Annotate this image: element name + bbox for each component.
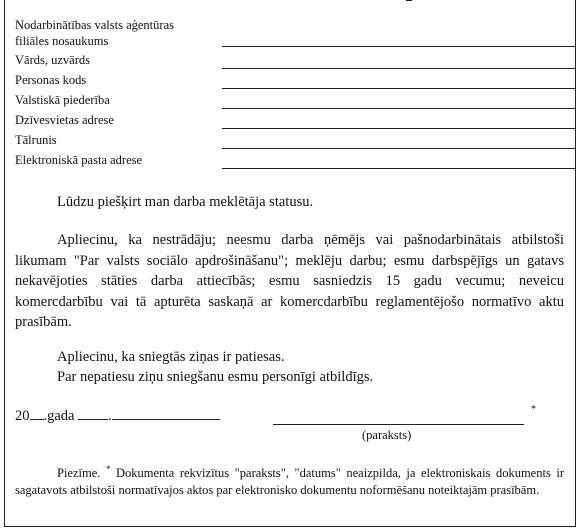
field-email-blank[interactable] (222, 168, 576, 169)
field-personal-code (15, 73, 570, 91)
date-field (15, 407, 220, 425)
affirmation-paragraph: Apliecinu, ka nestrādāju; neesmu darba ņēmējs vai pašnodarbinātais atbilstoši likumam "Par valsts sociālo apdrošināšanu"; meklēju darbu; esmu darbspējīgs un gatavs nekavējoties stāties darba attiecībās; esmu sasniedzis 15 gadu vecumu; neveicu komercdarbību vai tā apturēta saskaņā ar komercdarbību reglamentējošo normatīvo aktu prasībām. (15, 232, 564, 330)
request-statement: Lūdzu piešķirt man darba meklētāja statusu. (57, 194, 314, 210)
signature-blank[interactable] (273, 424, 524, 425)
field-citizenship-label: Valstiskā piederība (15, 93, 110, 107)
date-year-blank[interactable] (30, 407, 44, 420)
field-email-label: Elektroniskā pasta adrese (15, 153, 143, 167)
date-gada-label: .gada (43, 408, 75, 424)
field-phone (15, 133, 570, 151)
field-address-label: Dzīvesvietas adrese (15, 113, 114, 127)
footnote (15, 461, 564, 498)
field-branch-blank[interactable] (222, 46, 576, 47)
page-corner-mark (406, 0, 412, 1)
field-name-blank[interactable] (222, 68, 576, 69)
field-name-label: Vārds, uzvārds (15, 53, 90, 67)
date-year-prefix: 20 (15, 408, 30, 424)
date-separator: . (108, 408, 112, 424)
field-citizenship (15, 93, 570, 111)
field-name (15, 53, 570, 71)
footnote-label: Piezīme. (57, 466, 101, 481)
field-personal-code-blank[interactable] (222, 88, 576, 89)
field-address (15, 113, 570, 131)
field-email (15, 153, 570, 171)
field-branch-label-line1: Nodarbinātības valsts aģentūras (15, 18, 174, 32)
date-month-blank[interactable] (112, 407, 220, 420)
field-citizenship-blank[interactable] (222, 108, 576, 109)
field-address-blank[interactable] (222, 128, 576, 129)
field-branch-label-line2: filiāles nosaukums (15, 34, 109, 48)
field-phone-label: Tālrunis (15, 133, 57, 147)
field-branch-name (15, 18, 570, 50)
field-personal-code-label: Personas kods (15, 73, 87, 87)
footnote-mark: * (105, 464, 111, 474)
footnote-text: Dokumenta rekvizītus "paraksts", "datums" neaizpilda, ja elektroniskais dokuments ir sagatavots atbilstoši normatīvajos aktos par elektronisko dokumentu noformēšanu noteiktajām prasībām. (15, 466, 564, 497)
signature-footnote-mark: * (531, 404, 536, 415)
application-form (4, 0, 576, 527)
signature-caption: (paraksts) (362, 428, 412, 442)
date-day-blank[interactable] (78, 407, 108, 420)
truth-statement: Apliecinu, ka sniegtās ziņas ir patiesas. (57, 349, 285, 365)
field-phone-blank[interactable] (222, 148, 576, 149)
liability-statement: Par nepatiesu ziņu sniegšanu esmu personīgi atbildīgs. (57, 369, 374, 385)
